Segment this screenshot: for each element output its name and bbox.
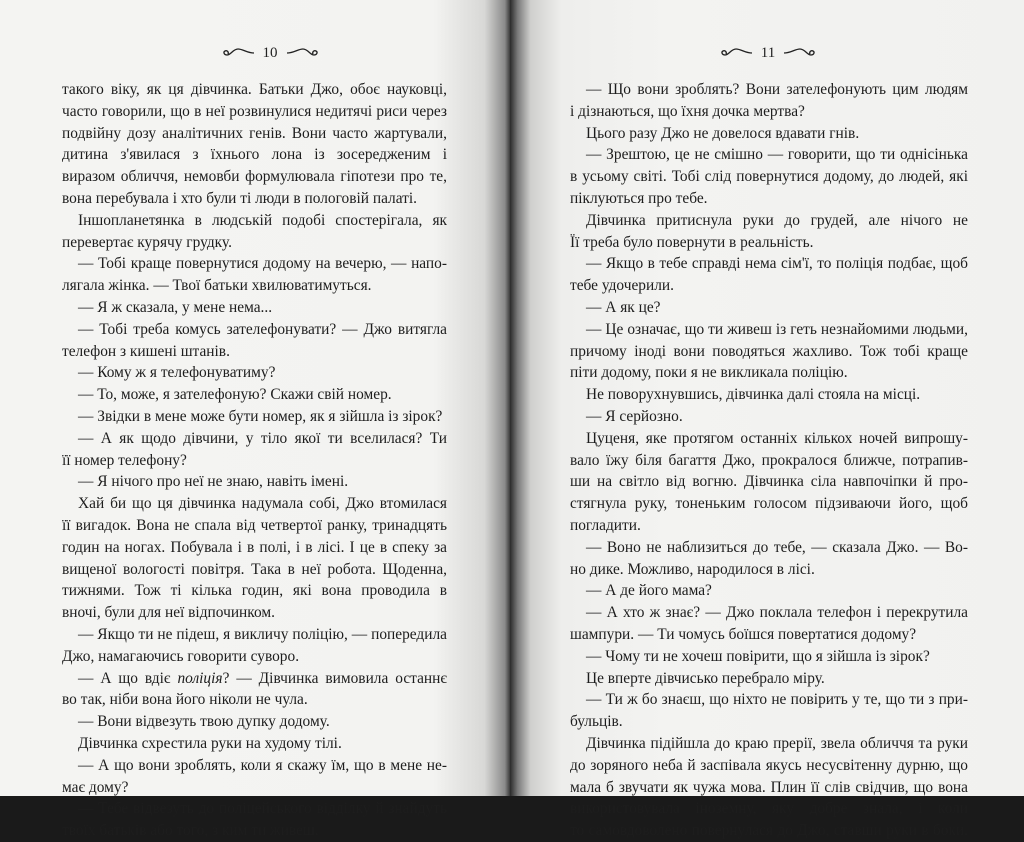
text-line: — Звідки в мене може бути номер, як я зійшла із зірок? <box>78 407 443 425</box>
ornament-right-icon <box>286 46 320 60</box>
text-line: Дівчинка схрестила руки на худому тілі. <box>78 734 342 752</box>
text-line: — А як це? <box>586 298 661 316</box>
text-line: — Воно не наблизиться до тебе, — сказала Джо. — Во- <box>586 538 968 556</box>
text-line: — Що вони зроблять? Вони зателефонують цим людям <box>586 81 968 98</box>
right-page <box>510 0 1024 840</box>
text-line: Джо, намагаючись говорити суворо. <box>62 647 300 665</box>
text-line: — Тебе відвезуть до поліцейського відділку й знайдуть <box>78 800 447 818</box>
text-line: мала б звучати як чужа мова. Плин її слів свідчив, що вона <box>570 778 968 796</box>
text-line: причому іноді вони поводяться жахливо. Тож тобі краще <box>570 342 968 360</box>
text-line: — А де його мама? <box>586 582 712 600</box>
text-line: в усьому світі. Тобі слід повернутися додому, до людей, які <box>570 168 968 186</box>
text-line: перевертає курячу грудку. <box>62 233 232 251</box>
text-line: то самовдоволено повернулася до Джо, ставши руки в боки. <box>570 822 968 840</box>
ornament-left-icon <box>221 46 255 60</box>
text-line: — А як щодо дівчини, у тіло якої ти вселилася? Ти <box>78 429 447 447</box>
text-line: Не поворухнувшись, дівчинка далі стояла на місці. <box>586 386 921 404</box>
text-line: — Я серйозно. <box>586 407 683 425</box>
text-line: — Я ж сказала, у мене нема... <box>78 298 273 316</box>
text-line: во так, ніби вона його ніколи не чула. <box>62 691 308 709</box>
text-line: піти додому, поки я не викликала поліцію. <box>570 364 848 382</box>
text-line: телефон з кишені штанів. <box>62 342 230 360</box>
text-line: — Якщо ти не підеш, я викличу поліцію, — попередила <box>78 625 447 643</box>
left-page-text <box>62 79 447 842</box>
text-line: має дому? <box>62 778 129 796</box>
text-line: Дівчинка притиснула руки до грудей, але нічого не <box>586 211 968 229</box>
text-line: її номер телефону? <box>62 451 187 469</box>
text-line: використовувала іноземну, яку добре знала, і коли <box>570 800 968 818</box>
text-line: — А хто ж знає? — Джо поклала телефон і перекрутила <box>586 604 968 622</box>
text-line: — Чому ти не хочеш повірити, що я зійшла із зірок? <box>586 647 930 665</box>
text-line: ши на світло від вогню. Дівчинка сіла навпочіпки й про- <box>570 473 968 491</box>
text-line: — Тобі краще повернутися додому на вечерю, — напо- <box>78 255 447 273</box>
text-line: — Якщо в тебе справді нема сім'ї, то поліція подбає, щоб <box>586 255 968 273</box>
emphasis-word: поліція <box>177 669 223 687</box>
text-line: — Кому ж я телефонуватиму? <box>78 364 276 382</box>
text-line: — То, може, я зателефоную? Скажи свій номер. <box>78 386 392 404</box>
text-line: такого віку, як ця дівчинка. Батьки Джо, обоє науковці, <box>62 81 447 98</box>
text-line: вона перебувала і хто були ті люди в пологовій палаті. <box>62 189 418 207</box>
text-line: і дізнаються, що їхня дочка мертва? <box>570 102 805 120</box>
text-line: — Я нічого про неї не знаю, навіть імені. <box>78 473 349 491</box>
text-line: Це вперте дівчисько перебрало міру. <box>586 669 825 687</box>
text-line: вало їжу біля багаття Джо, прокралося ближче, потрапив- <box>570 451 968 469</box>
text-line: її вигадок. Вона не спала від четвертої ранку, тринадцять <box>62 516 447 534</box>
text-line: виразом обличчя, немовби формулювала гіпотези про те, <box>62 168 447 186</box>
text-line: — А що вдіє поліція? — Дівчинка вимовила останнє <box>78 669 447 687</box>
text-line: тебе удочерили. <box>570 277 674 295</box>
text-line: твоїх батьків або того, з ким ти живеш. <box>62 822 319 840</box>
text-line: часто говорили, що в неї розвинулися недитячі риси через <box>62 102 447 120</box>
text-line: Іншопланетянка в людській подобі спостерігала, як <box>78 211 447 229</box>
ornament-left-icon <box>719 46 753 60</box>
text-line: вночі, були для неї відпочинком. <box>62 604 275 622</box>
text-line: до зоряного неба й заспівала якусь несусвітенну дурню, що <box>570 756 968 774</box>
text-line: Цього разу Джо не довелося вдавати гнів. <box>586 124 860 142</box>
text-line: — Вони відвезуть твою дупку додому. <box>78 713 330 731</box>
text-line: лягала жінка. — Твої батьки хвилюватимуться. <box>62 277 372 295</box>
left-page <box>0 0 510 840</box>
text-line: Цуценя, яке протягом останніх кількох ночей випрошу- <box>586 429 968 447</box>
text-line: — Тобі треба комусь зателефонувати? — Джо витягла <box>78 320 447 338</box>
text-line: подвійну дозу аналітичних генів. Вони часто жартували, <box>62 124 447 142</box>
text-line: вищеної вологості повітря. Така в неї робота. Щоденна, <box>62 560 447 578</box>
text-line: бульців. <box>570 713 623 731</box>
text-line: тижнями. Тож ті кілька годин, які вона проводила в <box>62 582 447 600</box>
right-page-folio <box>708 42 828 64</box>
text-line: шампури. — Ти чомусь боїшся повертатися додому? <box>570 625 917 643</box>
text-line: годин на ногах. Побувала і в полі, і в лісі. І це в спеку за <box>62 538 447 556</box>
ornament-right-icon <box>783 46 817 60</box>
text-line: дитина з'явилася з їхнього лона із зосередженим і <box>62 146 447 164</box>
text-line: — А що вони зроблять, коли я скажу їм, що в мене не- <box>78 756 447 774</box>
text-line: Її треба було повернути в реальність. <box>570 233 814 251</box>
text-line: — Зрештою, це не смішно — говорити, що ти однісінька <box>586 146 968 164</box>
page-number: 10 <box>262 44 278 61</box>
text-line: — Ти ж бо знаєш, що ніхто не повірить у те, що ти з при- <box>586 691 968 709</box>
text-line: но дике. Можливо, народилося в лісі. <box>570 560 815 578</box>
text-line: Хай би що ця дівчинка надумала собі, Джо втомилася <box>78 495 447 513</box>
text-line: стягнула руку, тоненьким голосом підзиваючи його, щоб <box>570 495 968 513</box>
text-line: погладити. <box>570 516 641 534</box>
text-line: Дівчинка підійшла до краю прерії, звела обличчя та руки <box>586 734 968 752</box>
right-page-text <box>570 79 968 842</box>
left-page-folio <box>220 42 320 64</box>
text-line: піклуються про тебе. <box>570 189 708 207</box>
text-line: — Це означає, що ти живеш із геть незнайомими людьми, <box>586 320 968 338</box>
page-number: 11 <box>760 44 776 61</box>
